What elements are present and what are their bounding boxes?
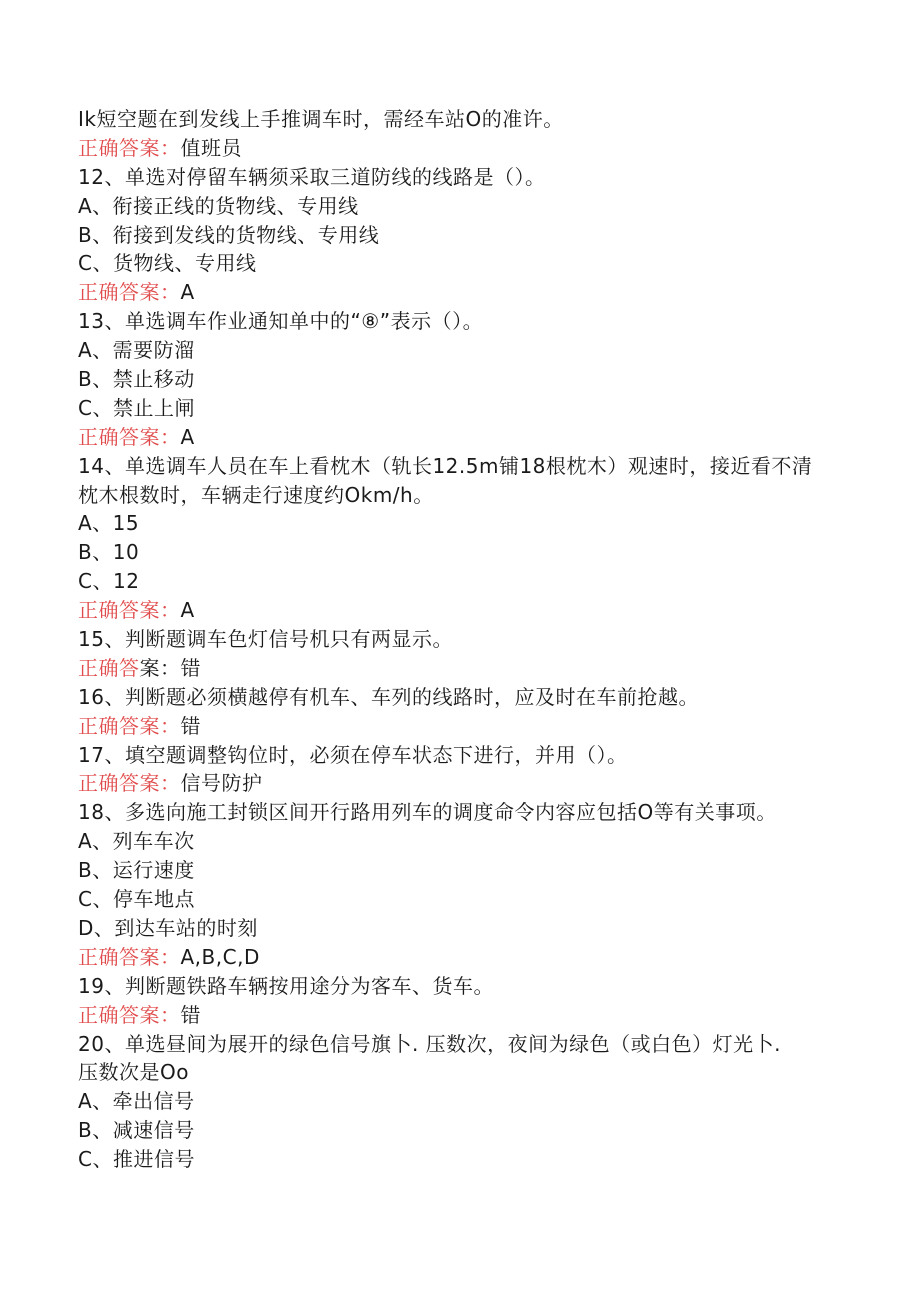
answer-value: 值班员 bbox=[180, 135, 242, 160]
text-line: C、货物线、专用线 bbox=[78, 251, 257, 276]
answer-label: 正确答案： bbox=[78, 424, 181, 449]
text-line: B、衔接到发线的货物线、专用线 bbox=[78, 222, 380, 247]
answer-value: A bbox=[180, 598, 195, 623]
answer-label: 正确答案： bbox=[78, 135, 181, 160]
answer-label: 正确答案： bbox=[78, 771, 181, 796]
text-line: 13、单选调车作业通知单中的“⑧”表示（）。 bbox=[78, 309, 484, 334]
answer-line bbox=[78, 943, 858, 972]
text-line: 枕木根数时，车辆走行速度约Okm/h。 bbox=[78, 482, 434, 507]
text-line: 15、判断题调车色灯信号机只有两显示。 bbox=[78, 627, 453, 652]
answer-line bbox=[78, 278, 858, 307]
text-line: A、15 bbox=[78, 511, 140, 536]
text-line: C、禁止上闸 bbox=[78, 395, 195, 420]
answer-line bbox=[78, 423, 858, 452]
text-line: 17、填空题调整钩位时，必须在停车状态下进行，并用（）。 bbox=[78, 742, 628, 767]
text-line: 12、单选对停留车辆须采取三道防线的线路是（）。 bbox=[78, 164, 546, 189]
answer-label: 正确答案： bbox=[78, 1002, 181, 1027]
text-line: A、需要防溜 bbox=[78, 338, 195, 363]
text-line: B、运行速度 bbox=[78, 858, 195, 883]
text-line: B、禁止移动 bbox=[78, 367, 195, 392]
text-line: B、10 bbox=[78, 540, 140, 565]
answer-line bbox=[78, 769, 858, 798]
text-line: C、12 bbox=[78, 569, 140, 594]
answer-value: 错 bbox=[180, 713, 201, 738]
answer-value: 错 bbox=[180, 1002, 201, 1027]
answer-value: A bbox=[180, 280, 195, 305]
text-line: A、衔接正线的货物线、专用线 bbox=[78, 193, 359, 218]
text-line: D、到达车站的时刻 bbox=[78, 915, 258, 940]
answer-label: 正确答案： bbox=[78, 280, 181, 305]
answer-line bbox=[78, 134, 858, 163]
text-line: 16、判断题必须横越停有机车、车列的线路时，应及时在车前抢越。 bbox=[78, 684, 699, 709]
text-line: C、推进信号 bbox=[78, 1147, 195, 1172]
text-line: Ik短空题在到发线上手推调车时，需经车站O的准许。 bbox=[78, 107, 564, 131]
text-line: 14、单选调车人员在车上看枕木（轨长12.5m铺18根枕木）观速时，接近看不清 bbox=[78, 453, 813, 478]
answer-label: 正确答案： bbox=[78, 598, 181, 623]
answer-line bbox=[78, 712, 858, 741]
answer-value: 信号防护 bbox=[180, 771, 263, 796]
answer-line bbox=[78, 596, 858, 625]
answer-value: A,B,C,D bbox=[180, 944, 260, 969]
text-line: A、列车车次 bbox=[78, 829, 195, 854]
text-line: 19、判断题铁路车辆按用途分为客车、货车。 bbox=[78, 973, 494, 998]
answer-label: 正确答 bbox=[78, 655, 140, 680]
text-line: B、减速信号 bbox=[78, 1118, 195, 1143]
answer-value: A bbox=[180, 424, 195, 449]
text-line: 压数次是Oo bbox=[78, 1060, 189, 1085]
text-line: A、牵出信号 bbox=[78, 1089, 195, 1114]
answer-label: 正确答案： bbox=[78, 713, 181, 738]
text-line: C、停车地点 bbox=[78, 887, 195, 912]
text-line: 18、多选向施工封锁区间开行路用列车的调度命令内容应包括O等有关事项。 bbox=[78, 800, 777, 825]
document-page bbox=[78, 105, 858, 1174]
text-line: 20、单选昼间为展开的绿色信号旗卜. 压数次，夜间为绿色（或白色）灯光卜. bbox=[78, 1031, 782, 1056]
answer-line bbox=[78, 654, 858, 683]
answer-value: 案：错 bbox=[139, 655, 201, 680]
answer-line bbox=[78, 1001, 858, 1030]
answer-label: 正确答案： bbox=[78, 944, 181, 969]
